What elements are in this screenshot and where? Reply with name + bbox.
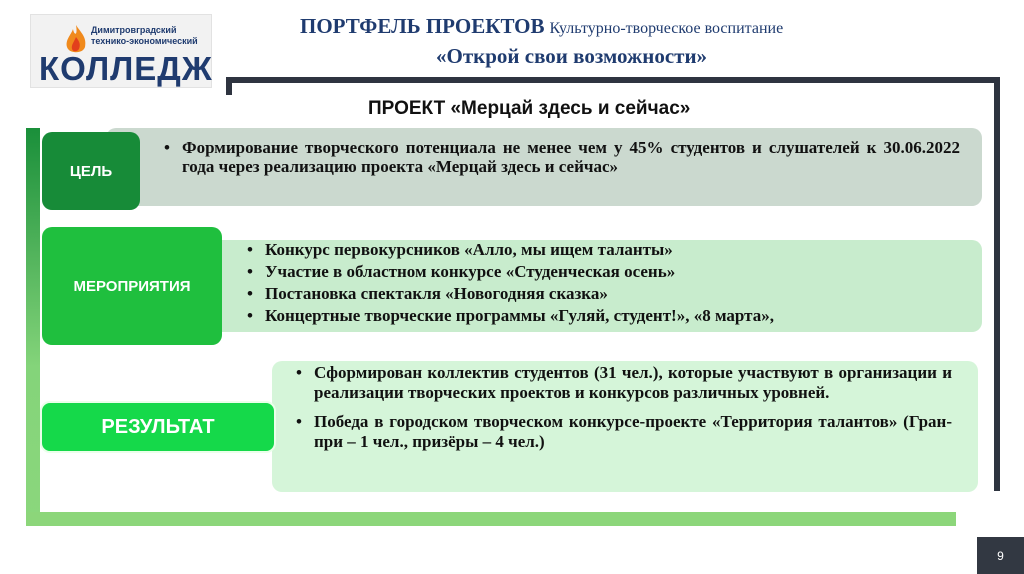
logo-line-2: технико-экономический [91,36,198,46]
result-item: • Сформирован коллектив студентов (31 чел.), которые участвуют в организации и реализации творческих проектов и конкурсов различных уровней. [296,363,952,403]
events-list [247,239,957,327]
dark-frame-corner [226,77,232,95]
goal-label: ЦЕЛЬ [42,132,140,210]
events-label: МЕРОПРИЯТИЯ [42,227,222,345]
result-item: • Победа в городском творческом конкурсе-проекте «Территория талантов» (Гран-при – 1 чел., призёры – 4 чел.) [296,412,952,452]
event-item: • Участие в областном конкурсе «Студенческая осень» [247,261,957,283]
header-subtitle: «Открой свои возможности» [436,44,708,68]
header-title: ПОРТФЕЛЬ ПРОЕКТОВ [300,14,545,38]
result-list [296,363,952,452]
event-item: • Постановка спектакля «Новогодняя сказка» [247,283,957,305]
project-title: ПРОЕКТ «Мерцай здесь и сейчас» [368,98,691,119]
green-side-band [26,128,40,526]
logo-wordmark: КОЛЛЕДЖ [39,50,213,87]
goal-item: • Формирование творческого потенциала не менее чем у 45% студентов и слушателей к 30.06.2022 года через реализацию проекта «Мерцай здесь и сейчас» [164,138,960,176]
college-logo [30,14,212,88]
page-header [300,14,1000,39]
page-number: 9 [977,537,1024,574]
result-label: РЕЗУЛЬТАТ [40,401,276,453]
event-item: • Концертные творческие программы «Гуляй, студент!», «8 марта», [247,305,957,327]
event-item: • Конкурс первокурсников «Алло, мы ищем таланты» [247,239,957,261]
header-category: Культурно-творческое воспитание [549,20,784,37]
goal-list [164,138,960,176]
logo-line-1: Димитровградский [91,25,177,35]
green-bottom-band [26,512,956,526]
